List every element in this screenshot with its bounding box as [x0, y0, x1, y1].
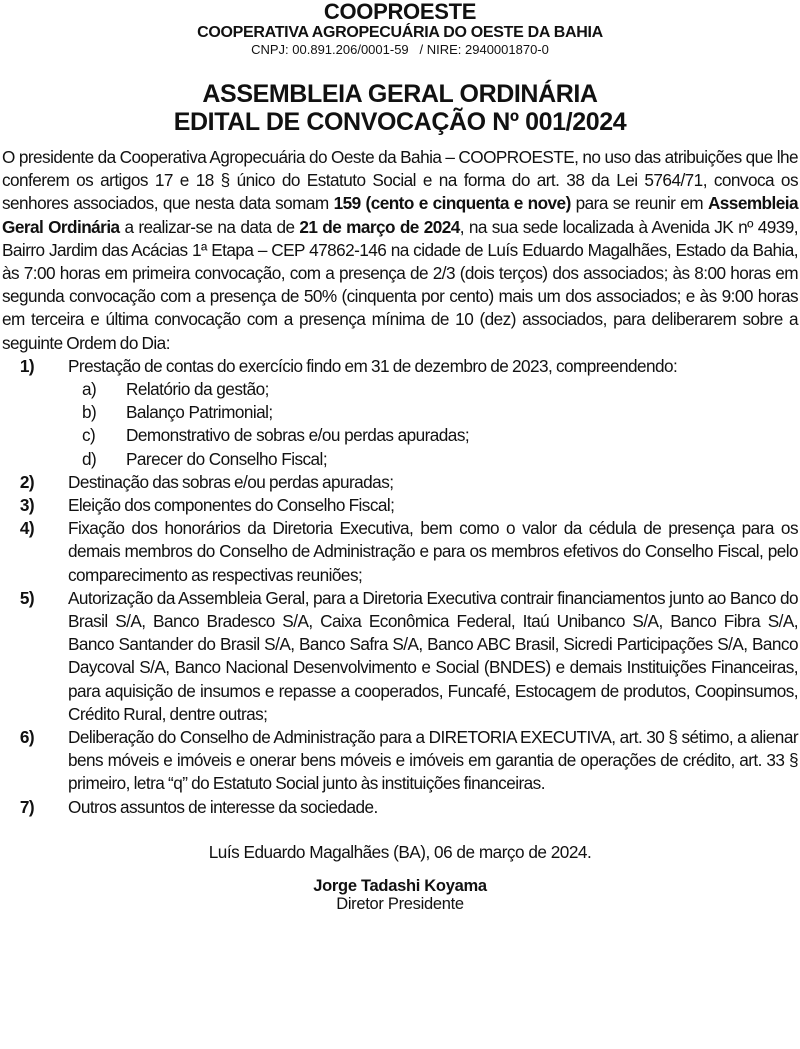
document-header: [0, 0, 800, 58]
org-short-name: COOPROESTE: [323, 0, 477, 24]
agenda-item-text: Deliberação do Conselho de Administração para a DIRETORIA EXECUTIVA, art. 30 § sétimo, a alienar bens móveis e imóveis e onerar bens móveis e imóveis em garantia de operações de crédito, art. 33 § primeiro, letra “q” do Estatuto Social junto às instituições financeiras.: [68, 727, 798, 794]
agenda-item-text: Autorização da Assembleia Geral, para a Diretoria Executiva contrair financiamentos junto ao Banco do Brasil S/A, Banco Bradesco S/A, Caixa Econômica Federal, Itaú Unibanco S/A, Banco Fibra S/A, Banco Santander do Brasil S/A, Banco Safra S/A, Banco ABC Brasil, Sicredi Participações S/A, Banco Daycoval S/A, Banco Nacional Desenvolvimento e Social (BNDES) e demais Instituições Financeiras, para aquisição de insumos e repasse a cooperados, Funcafé, Estocagem de produtos, Coopinsumos, Crédito Rural, dentre outras;: [68, 587, 798, 724]
agenda-subitem: [0, 424, 800, 447]
agenda-item-number: 7): [19, 796, 34, 817]
agenda-item-text: Outros assuntos de interesse da sociedade.: [68, 796, 378, 817]
agenda-item-number: 1): [19, 355, 34, 376]
title-edital: EDITAL DE CONVOCAÇÃO Nº 001/2024: [173, 108, 627, 136]
intro-text-4: , na sua sede localizada à Avenida JK nº 4939, Bairro Jardim das Acácias 1ª Etapa – CEP 47862-146 na cidade de Luís Eduardo Magalhães, Estado da Bahia, às 7:00 horas em primeira convocação, com a presença de 2/3 (dois terços) dos associados; às 8:00 horas em segunda convocação com a presença de 50% (cinquenta por cento) mais um dos associados; e às 9:00 horas em terceira e última convocação com a presença mínima de 10 (dez) associados, para deliberarem sobre a seguinte Ordem do Dia:: [2, 216, 798, 353]
agenda-item-number: 2): [19, 471, 34, 492]
org-registration-ids: CNPJ: 00.891.206/0001-59 / NIRE: 2940001870-0: [251, 42, 549, 57]
agenda-item-text: Destinação das sobras e/ou perdas apuradas;: [68, 471, 394, 492]
signer-name: Jorge Tadashi Koyama: [313, 876, 487, 895]
place-and-date: Luís Eduardo Magalhães (BA), 06 de março de 2024.: [208, 841, 592, 862]
agenda-item: [0, 587, 800, 726]
agenda-item: [0, 517, 800, 587]
agenda-item: [0, 471, 800, 494]
intro-text-1: O presidente da Cooperativa Agropecuária do Oeste da Bahia – COOPROESTE, no uso das atribuições que lhe conferem os artigos 17 e 18 § único do Estatuto Social e na forma do art. 38 da Lei 5764/71, convoca os senhores associados, que nesta data somam: [2, 147, 798, 214]
agenda-item-number: 5): [19, 587, 34, 608]
intro-paragraph: [2, 146, 798, 355]
document-titles: [0, 80, 800, 136]
agenda-list: [0, 355, 800, 819]
agenda-item: [0, 494, 800, 517]
signer-role: Diretor Presidente: [336, 894, 464, 913]
subitem-letter: d): [82, 448, 97, 469]
agenda-item-text: Eleição dos componentes do Conselho Fiscal;: [68, 495, 395, 516]
subitem-text: Parecer do Conselho Fiscal;: [126, 448, 328, 469]
agenda-item-number: 3): [19, 495, 34, 516]
subitem-text: Demonstrativo de sobras e/ou perdas apuradas;: [126, 425, 470, 446]
intro-text-3: a realizar-se na data de: [119, 216, 300, 237]
subitem-letter: b): [82, 402, 97, 423]
agenda-item: [0, 726, 800, 796]
subitem-text: Relatório da gestão;: [126, 379, 269, 400]
assembly-type: Assembleia Geral Ordinária: [2, 193, 798, 237]
title-assembly: ASSEMBLEIA GERAL ORDINÁRIA: [202, 80, 598, 108]
agenda-item: [0, 355, 800, 471]
agenda-subitem: [0, 448, 800, 471]
assembly-date: 21 de março de 2024: [299, 216, 460, 237]
org-full-name: COOPERATIVA AGROPECUÁRIA DO OESTE DA BAHIA: [197, 24, 603, 41]
subitem-text: Balanço Patrimonial;: [126, 402, 273, 423]
agenda-item-text: Prestação de contas do exercício findo em 31 de dezembro de 2023, compreendendo:: [68, 355, 678, 376]
agenda-item-text: Fixação dos honorários da Diretoria Executiva, bem como o valor da cédula de presença para os demais membros do Conselho de Administração e para os membros efetivos do Conselho Fiscal, pelo comparecimento as respectivas reuniões;: [68, 518, 798, 585]
agenda-item: [0, 796, 800, 819]
agenda-subitem: [0, 378, 800, 401]
agenda-subitem-list: [0, 378, 800, 471]
intro-text-2: para se reunir em: [570, 193, 708, 214]
subitem-letter: c): [82, 425, 96, 446]
subitem-letter: a): [82, 379, 97, 400]
agenda-subitem: [0, 401, 800, 424]
agenda-item-number: 4): [19, 518, 34, 539]
agenda-item-number: 6): [19, 727, 34, 748]
associates-count: 159 (cento e cinquenta e nove): [333, 193, 571, 214]
